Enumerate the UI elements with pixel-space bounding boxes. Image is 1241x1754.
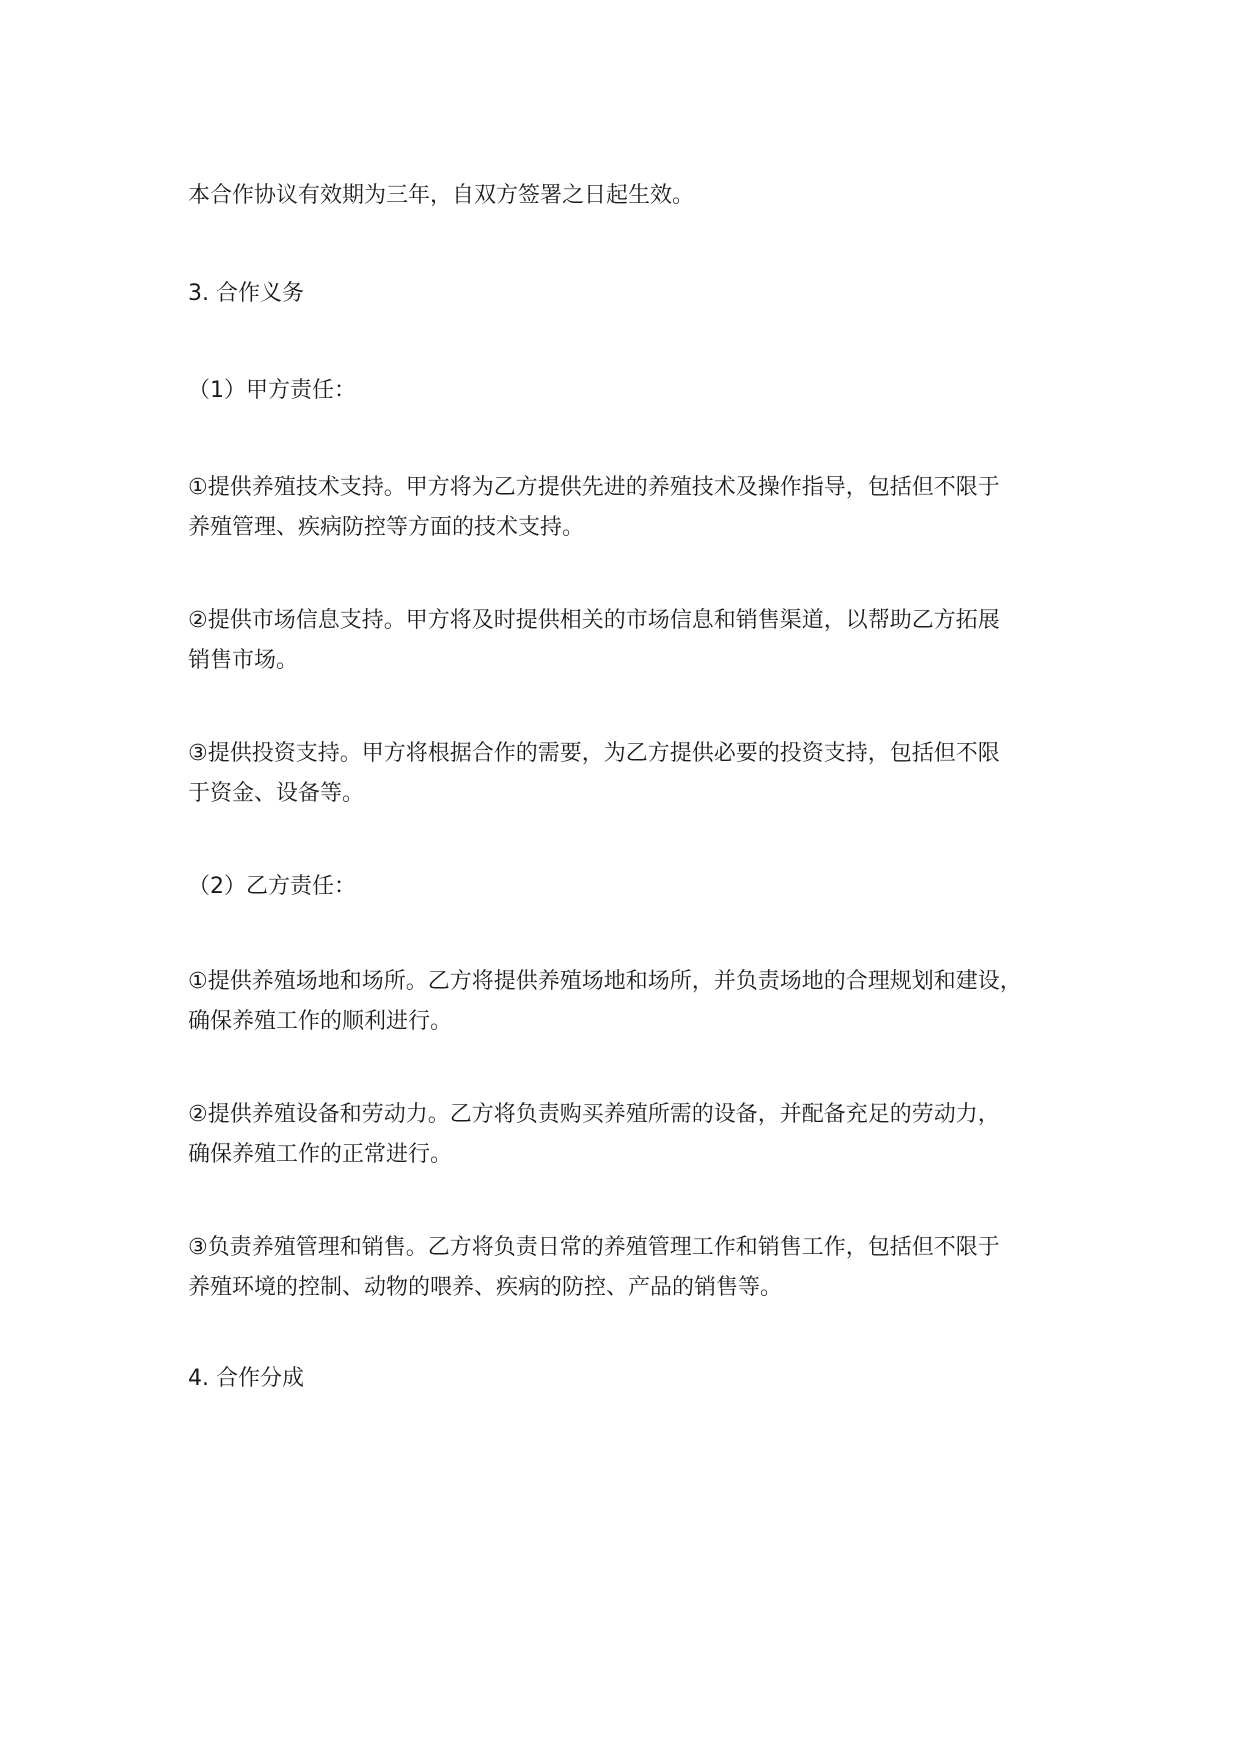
section-4-heading: 4. 合作分成 [188,1366,304,1391]
party-b-heading: （2）乙方责任： [188,874,356,899]
party-b-item-1-line-2: 确保养殖工作的顺利进行。 [188,1009,453,1034]
party-a-item-3-line-2: 于资金、设备等。 [188,781,365,806]
party-a-item-2-line-2: 销售市场。 [188,648,299,673]
party-b-item-2-line-2: 确保养殖工作的正常进行。 [188,1142,453,1167]
party-b-item-3-line-1: ③负责养殖管理和销售。乙方将负责日常的养殖管理工作和销售工作，包括但不限于 [188,1235,1000,1260]
party-b-item-3 [188,1228,1088,1308]
section-3-heading: 3. 合作义务 [188,281,304,306]
party-a-heading: （1）甲方责任： [188,378,356,403]
party-a-item-1 [188,468,1088,548]
party-b-item-3-line-2: 养殖环境的控制、动物的喂养、疾病的防控、产品的销售等。 [188,1275,783,1300]
party-a-item-3 [188,734,1088,814]
party-a-item-3-line-1: ③提供投资支持。甲方将根据合作的需要，为乙方提供必要的投资支持，包括但不限 [188,741,1000,766]
party-a-item-2 [188,601,1088,681]
party-a-item-1-line-1: ①提供养殖技术支持。甲方将为乙方提供先进的养殖技术及操作指导，包括但不限于 [188,475,1000,500]
party-b-item-2 [188,1095,1088,1175]
party-a-item-1-line-2: 养殖管理、疾病防控等方面的技术支持。 [188,515,585,540]
validity-paragraph: 本合作协议有效期为三年，自双方签署之日起生效。 [188,183,695,208]
party-b-item-1 [188,962,1088,1042]
party-b-item-2-line-1: ②提供养殖设备和劳动力。乙方将负责购买养殖所需的设备，并配备充足的劳动力， [188,1102,1000,1127]
party-b-item-1-line-1: ①提供养殖场地和场所。乙方将提供养殖场地和场所，并负责场地的合理规划和建设， [188,969,1022,994]
party-a-item-2-line-1: ②提供市场信息支持。甲方将及时提供相关的市场信息和销售渠道，以帮助乙方拓展 [188,608,1000,633]
